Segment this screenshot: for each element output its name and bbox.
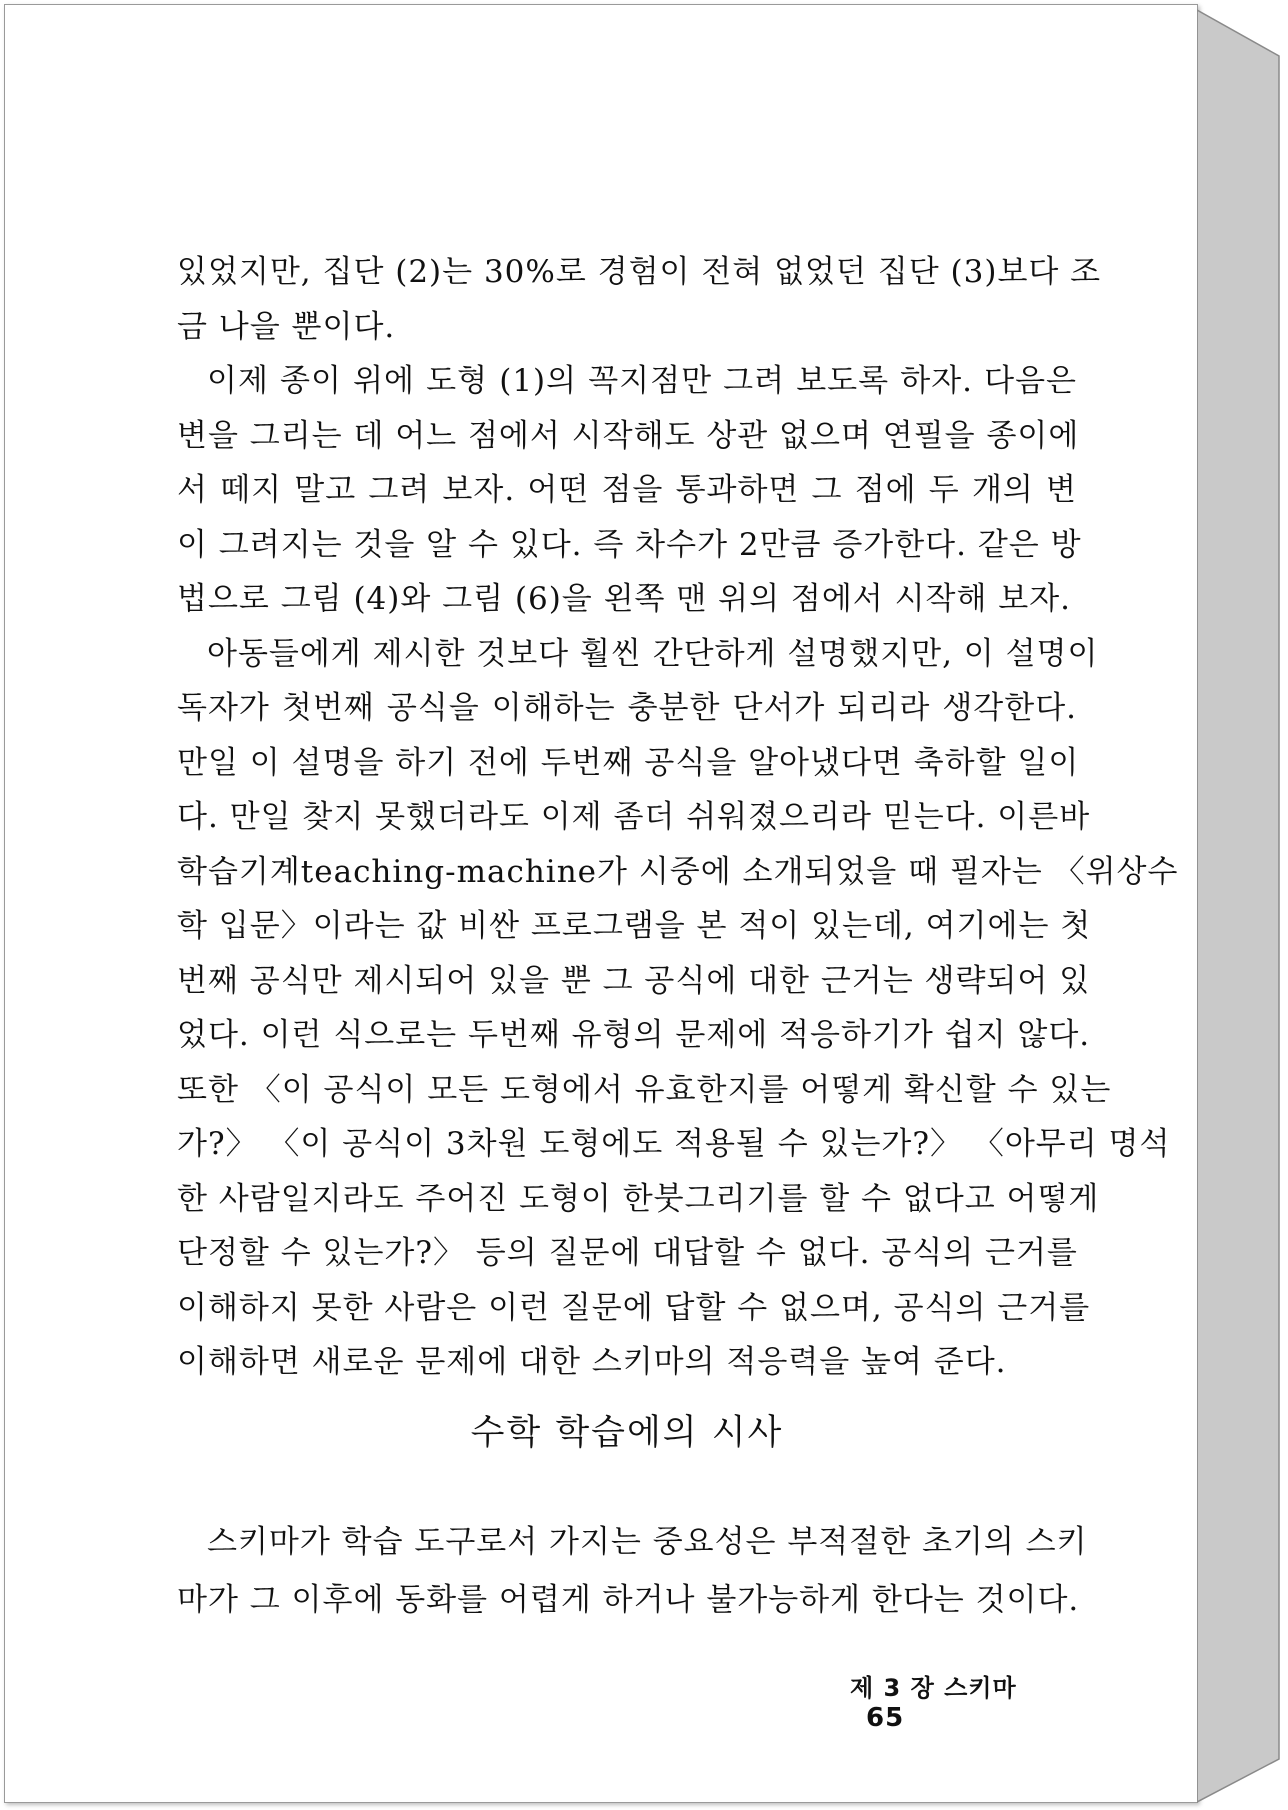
chapter-label: 제 3 장 스키마 <box>850 1674 1017 1702</box>
section-heading: 수학 학습에의 시사 <box>470 1413 784 1453</box>
text-line: 한 사람일지라도 주어진 도형이 한붓그리기를 할 수 없다고 어떻게 <box>177 1180 1100 1217</box>
text-line: 번째 공식만 제시되어 있을 뿐 그 공식에 대한 근거는 생략되어 있 <box>177 962 1091 999</box>
text-line: 법으로 그림 (4)와 그림 (6)을 왼쪽 맨 위의 점에서 시작해 보자. <box>177 581 1072 617</box>
book-page <box>4 4 1198 1803</box>
text-line: 이 그려지는 것을 알 수 있다. 즉 차수가 2만큼 증가한다. 같은 방 <box>177 526 1082 563</box>
text-line: 독자가 첫번째 공식을 이해하는 충분한 단서가 되리라 생각한다. <box>177 690 1077 726</box>
text-line: 마가 그 이후에 동화를 어렵게 하거나 불가능하게 한다는 것이다. <box>177 1582 1080 1618</box>
text-line: 이제 종이 위에 도형 (1)의 꼭지점만 그려 보도록 하자. 다음은 <box>207 363 1077 399</box>
text-line: 있었지만, 집단 (2)는 30%로 경험이 전혀 없었던 집단 (3)보다 조 <box>177 254 1102 290</box>
text-line: 변을 그리는 데 어느 점에서 시작해도 상관 없으며 연필을 종이에 <box>177 417 1080 454</box>
text-line: 학 입문〉이라는 값 비싼 프로그램을 본 적이 있는데, 여기에는 첫 <box>177 908 1092 944</box>
page-footer <box>850 1668 1050 1733</box>
text-line: 스키마가 학습 도구로서 가지는 중요성은 부적절한 초기의 스키 <box>207 1524 1088 1560</box>
text-line: 금 나을 뿐이다. <box>177 308 396 345</box>
text-line: 다. 만일 찾지 못했더라도 이제 좀더 쉬워졌으리라 믿는다. 이른바 <box>177 799 1091 835</box>
section-paragraph <box>177 1513 1088 1629</box>
body-text <box>177 245 1179 1390</box>
text-line: 가?〉 〈이 공식이 3차원 도형에도 적용될 수 있는가?〉 〈아무리 명석 <box>177 1126 1171 1162</box>
book-edge-shape <box>1197 4 1288 1810</box>
text-line: 아동들에게 제시한 것보다 훨씬 간단하게 설명했지만, 이 설명이 <box>207 635 1099 672</box>
text-line: 학습기계teaching-machine가 시중에 소개되었을 때 필자는 〈위상수 <box>177 853 1179 890</box>
page-number: 65 <box>866 1703 905 1733</box>
text-line: 만일 이 설명을 하기 전에 두번째 공식을 알아냈다면 축하할 일이 <box>177 744 1080 781</box>
text-line: 단정할 수 있는가?〉 등의 질문에 대답할 수 없다. 공식의 근거를 <box>177 1235 1078 1271</box>
text-line: 었다. 이런 식으로는 두번째 유형의 문제에 적응하기가 쉽지 않다. <box>177 1017 1091 1053</box>
text-line: 또한 〈이 공식이 모든 도형에서 유효한지를 어떻게 확신할 수 있는 <box>177 1071 1112 1108</box>
text-line: 서 떼지 말고 그려 보자. 어떤 점을 통과하면 그 점에 두 개의 변 <box>177 472 1077 508</box>
text-line: 이해하면 새로운 문제에 대한 스키마의 적응력을 높여 준다. <box>177 1344 1007 1380</box>
text-line: 이해하지 못한 사람은 이런 질문에 답할 수 없으며, 공식의 근거를 <box>177 1289 1091 1326</box>
